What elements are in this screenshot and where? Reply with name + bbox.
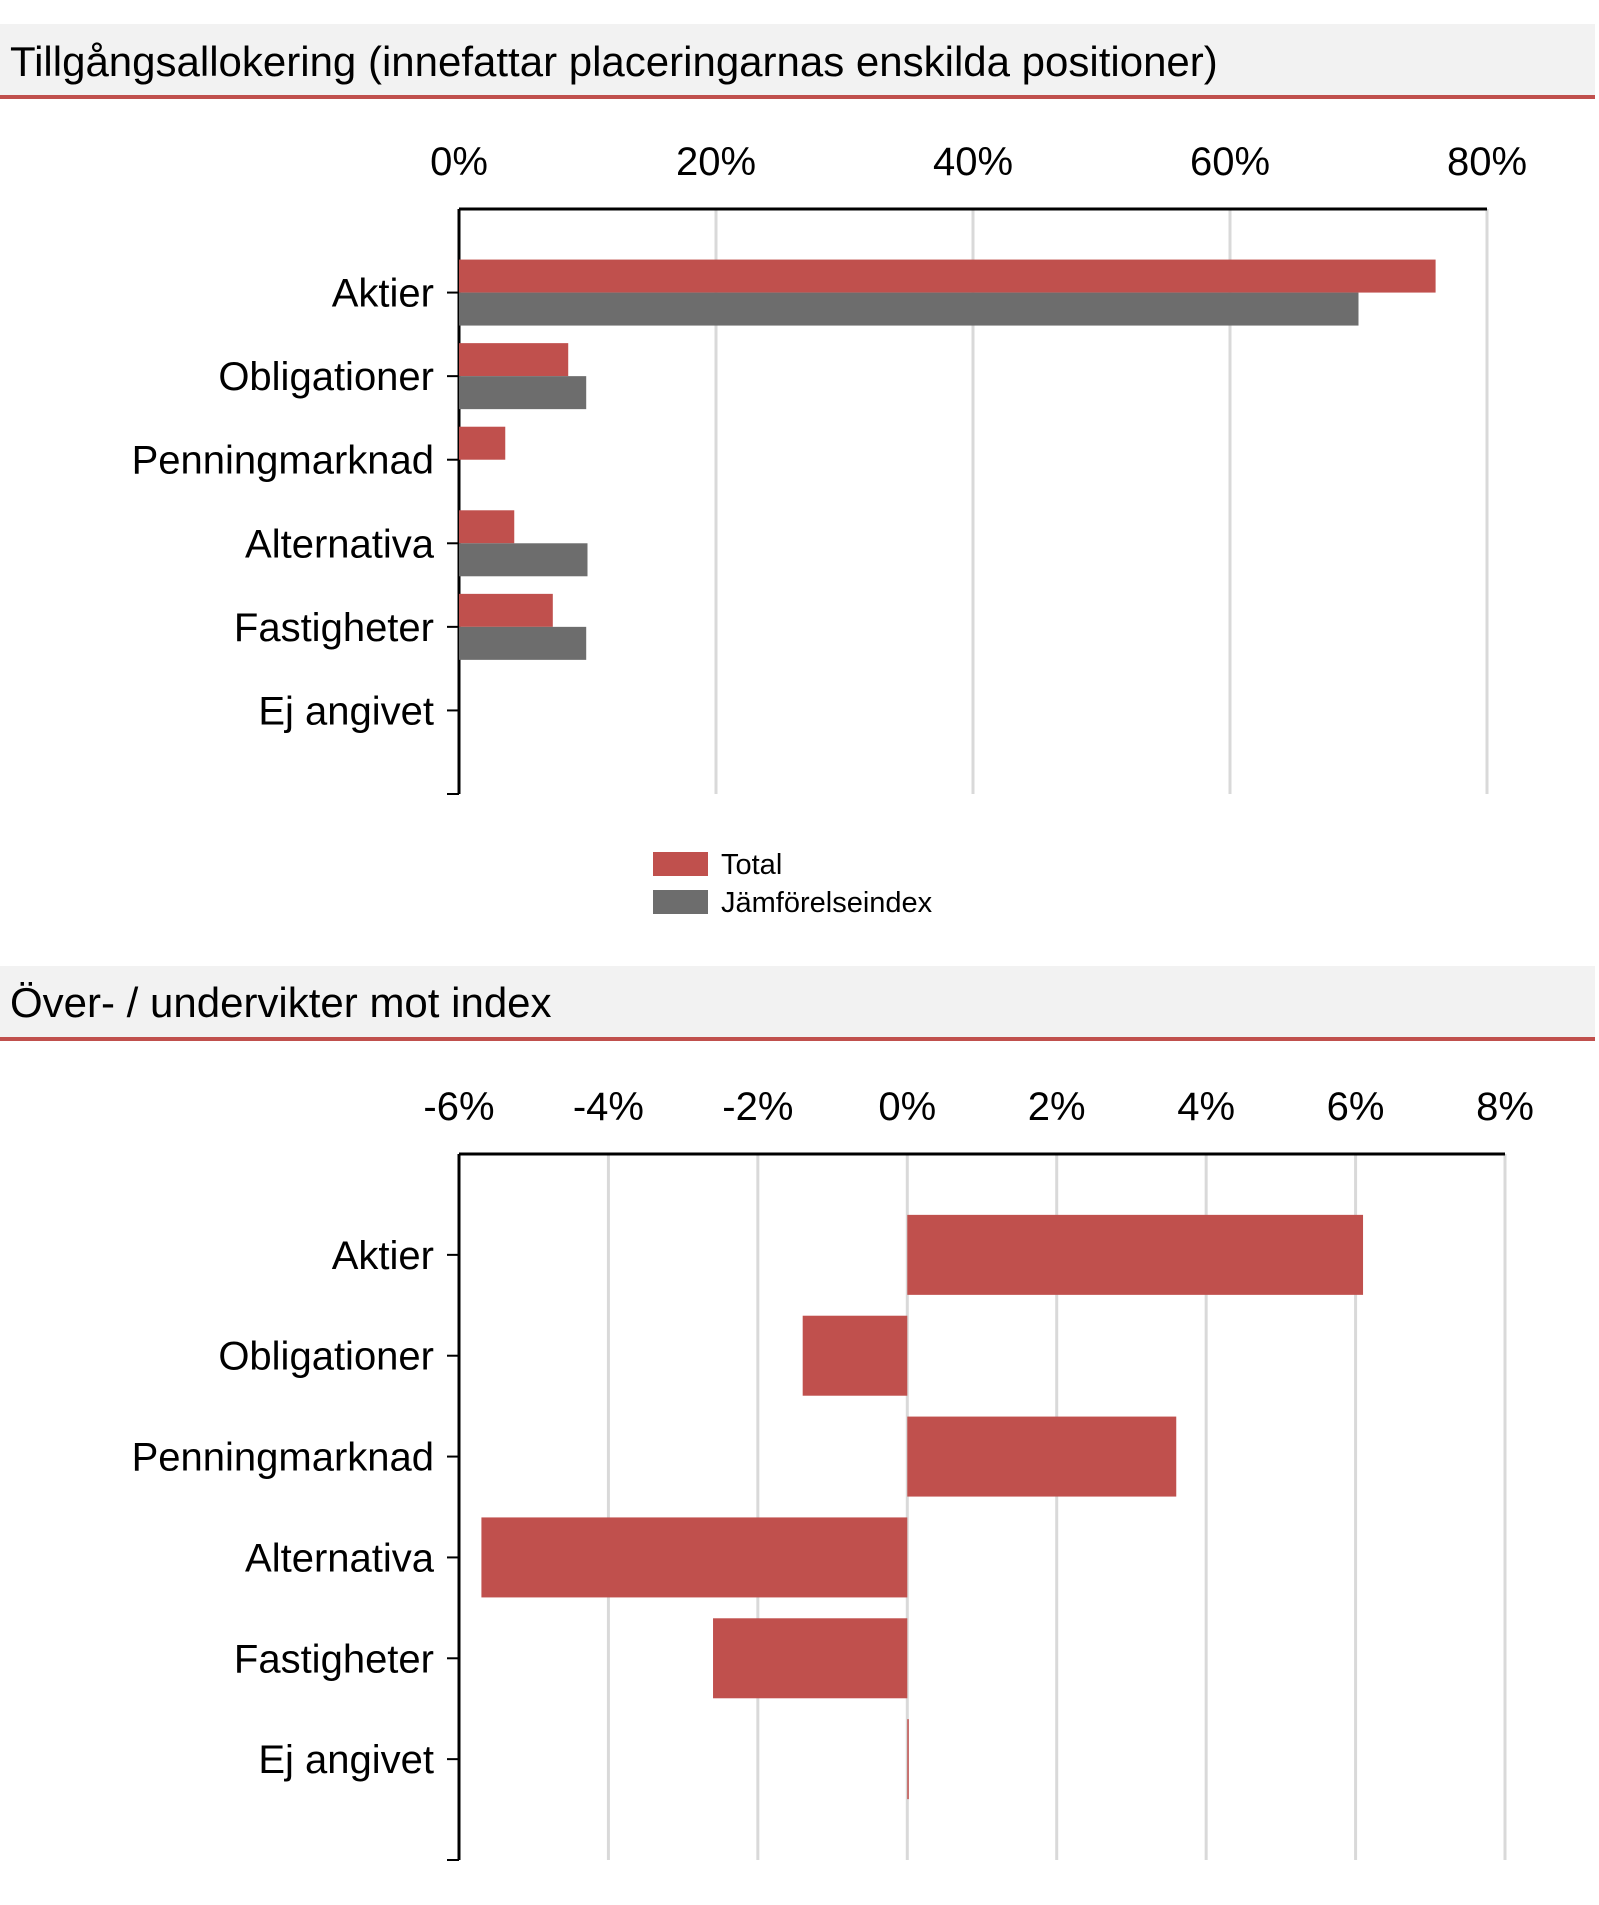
legend-swatch-total [653, 852, 708, 876]
bar-jamforelseindex-fastigheter [459, 627, 586, 660]
category-label-ej-angivet: Ej angivet [258, 1738, 434, 1783]
x-tick-label: 20% [675, 140, 757, 184]
category-label-aktier: Aktier [331, 271, 434, 316]
x-tick-label: 2% [1027, 1085, 1086, 1129]
allocation-section-header [0, 24, 1595, 99]
legend-label-total: Total [721, 849, 783, 881]
category-label-ej-angivet: Ej angivet [258, 689, 434, 734]
weights-section-header [0, 966, 1595, 1041]
x-tick-label: 0% [430, 140, 488, 184]
bar-aktier [907, 1215, 1363, 1295]
bar-total-penningmarknad [459, 427, 505, 460]
x-tick-label: -4% [572, 1085, 644, 1129]
over-underweight-bar-chart [0, 1045, 1599, 1905]
bar-jamforelseindex-aktier [459, 293, 1359, 326]
x-tick-label: 8% [1476, 1085, 1534, 1129]
bar-ej-angivet [907, 1719, 909, 1799]
category-label-aktier: Aktier [331, 1233, 434, 1278]
x-tick-label: 0% [878, 1085, 937, 1129]
allocation-bar-chart [0, 100, 1599, 960]
bar-jamforelseindex-alternativa [459, 543, 588, 576]
x-tick-label: 6% [1326, 1085, 1385, 1129]
weights-chart-title: Över- / undervikter mot index [10, 979, 552, 1026]
allocation-chart-title: Tillgångsallokering (innefattar placeringarnas enskilda positioner) [10, 38, 1218, 85]
x-tick-label: 60% [1189, 140, 1271, 184]
legend-swatch-jamforelseindex [653, 890, 708, 914]
category-label-penningmarknad: Penningmarknad [131, 438, 434, 483]
bar-total-fastigheter [459, 594, 553, 627]
bar-total-alternativa [459, 510, 514, 543]
x-tick-label: -2% [722, 1085, 794, 1129]
category-label-penningmarknad: Penningmarknad [131, 1435, 434, 1480]
category-label-obligationer: Obligationer [218, 1334, 434, 1379]
category-label-fastigheter: Fastigheter [233, 605, 434, 650]
x-tick-label: 40% [932, 140, 1014, 184]
x-tick-label: 80% [1446, 140, 1528, 184]
bar-total-obligationer [459, 343, 568, 376]
bar-total-aktier [459, 260, 1436, 293]
category-label-fastigheter: Fastigheter [233, 1637, 434, 1682]
category-label-obligationer: Obligationer [218, 355, 434, 400]
x-tick-label: -6% [423, 1085, 495, 1129]
bar-obligationer [803, 1316, 908, 1396]
bar-penningmarknad [907, 1417, 1176, 1497]
category-label-alternativa: Alternativa [245, 522, 434, 567]
bar-alternativa [481, 1517, 907, 1597]
category-label-alternativa: Alternativa [245, 1536, 434, 1581]
bar-fastigheter [713, 1618, 907, 1698]
x-tick-label: 4% [1177, 1085, 1236, 1129]
bar-jamforelseindex-obligationer [459, 376, 586, 409]
legend-label-jamforelseindex: Jämförelseindex [721, 887, 933, 919]
